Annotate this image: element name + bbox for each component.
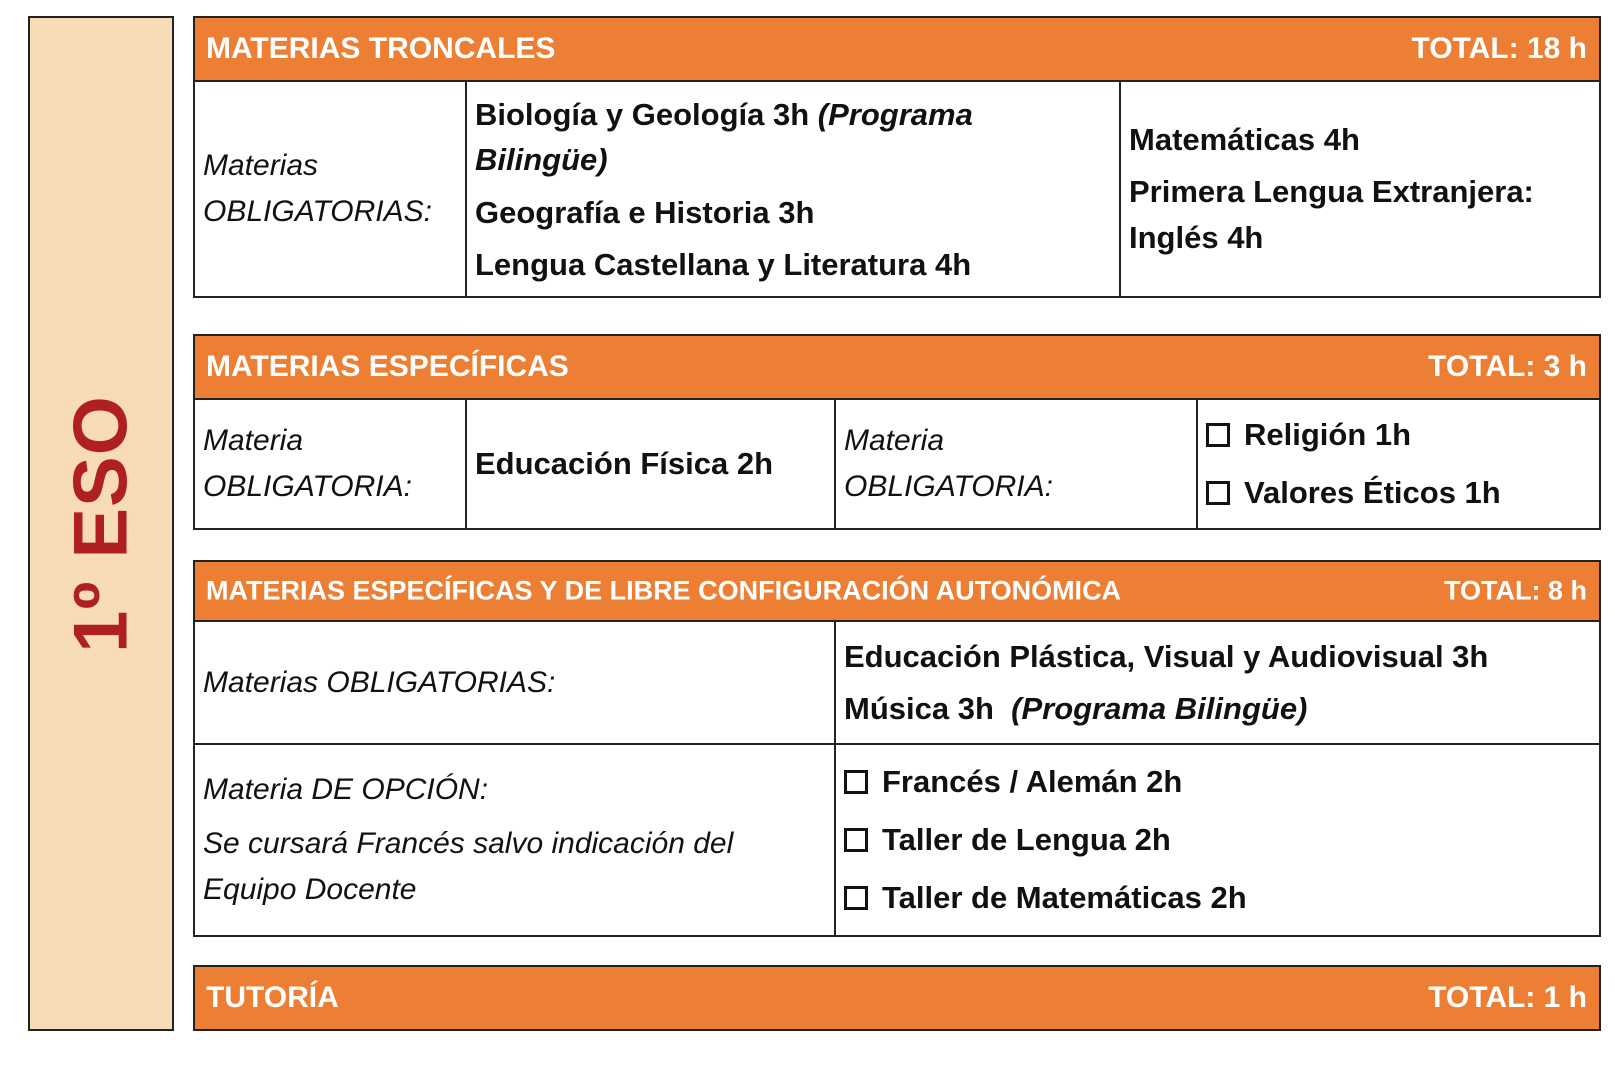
subject-geografia: Geografía e Historia 3h — [475, 195, 815, 230]
especificas-label2-line1: Materia — [844, 424, 945, 457]
checkbox-icon[interactable] — [1206, 481, 1230, 505]
libre-opcion-options — [834, 745, 1599, 935]
section-tutoria — [193, 965, 1601, 1031]
checkbox-icon[interactable] — [844, 886, 868, 910]
especificas-label-cell-2 — [834, 400, 1196, 528]
option-taller-lengua[interactable] — [844, 811, 1591, 869]
especificas-header — [193, 334, 1601, 400]
especificas-label1-line1: Materia — [203, 424, 304, 457]
course-label: 1º ESO — [58, 394, 144, 653]
bilingual-note: (Programa Bilingüe) — [1011, 690, 1308, 726]
troncales-header — [193, 16, 1601, 82]
option-religion-label: Religión 1h — [1244, 417, 1412, 452]
libre-row-obligatorias — [193, 622, 1601, 745]
subject-matematicas: Matemáticas 4h — [1129, 122, 1360, 157]
libre-oblig-label: Materias OBLIGATORIAS: — [203, 665, 556, 699]
troncales-label-line1: Materias — [203, 149, 319, 182]
especificas-row — [193, 400, 1601, 530]
option-taller-matematicas[interactable] — [844, 869, 1591, 927]
libre-opcion-label-cell — [195, 745, 834, 935]
option-frances-label: Francés / Alemán 2h — [882, 764, 1183, 799]
subject-musica: Música 3h (Programa Bilingüe) — [844, 690, 1308, 726]
checkbox-icon[interactable] — [1206, 423, 1230, 447]
especificas-label1-line2: OBLIGATORIA: — [203, 470, 412, 503]
tutoria-header — [193, 965, 1601, 1031]
troncales-col1 — [465, 82, 1119, 296]
option-frances-aleman[interactable] — [844, 753, 1591, 811]
especificas-options-cell — [1196, 400, 1599, 528]
especificas-label2-line2: OBLIGATORIA: — [844, 470, 1053, 503]
tutoria-title: TUTORÍA — [206, 981, 339, 1014]
option-valores-eticos[interactable] — [1206, 464, 1591, 522]
section-libre-configuracion — [193, 560, 1601, 937]
libre-opcion-note: Se cursará Francés salvo indicación del Equipo Docente — [203, 827, 734, 906]
libre-opcion-label: Materia DE OPCIÓN: — [203, 773, 489, 806]
especificas-ef-cell — [465, 400, 834, 528]
troncales-row — [193, 82, 1601, 298]
checkbox-icon[interactable] — [844, 828, 868, 852]
course-side-panel — [28, 16, 174, 1031]
libre-oblig-label-cell — [195, 622, 834, 743]
troncales-col2 — [1119, 82, 1599, 296]
bilingual-note: (Programa Bilingüe) — [475, 97, 973, 177]
option-taller-lengua-label: Taller de Lengua 2h — [882, 822, 1171, 857]
option-valores-label: Valores Éticos 1h — [1244, 475, 1501, 510]
troncales-label-line2: OBLIGATORIAS: — [203, 195, 432, 228]
especificas-total: TOTAL: 3 h — [1428, 350, 1587, 383]
troncales-label-cell — [195, 82, 465, 296]
libre-row-opcion — [193, 745, 1601, 937]
subject-lengua: Lengua Castellana y Literatura 4h — [475, 247, 972, 282]
libre-oblig-subjects — [834, 622, 1599, 743]
especificas-title: MATERIAS ESPECÍFICAS — [206, 350, 569, 383]
subject-ingles: Primera Lengua Extranjera: Inglés 4h — [1129, 174, 1534, 255]
tutoria-total: TOTAL: 1 h — [1428, 981, 1587, 1014]
checkbox-icon[interactable] — [844, 770, 868, 794]
especificas-label-cell-1 — [195, 400, 465, 528]
subject-educacion-fisica: Educación Física 2h — [475, 446, 774, 481]
option-taller-matematicas-label: Taller de Matemáticas 2h — [882, 880, 1247, 915]
subject-biologia: Biología y Geología 3h (Programa Bilingüe) — [475, 97, 973, 177]
troncales-total: TOTAL: 18 h — [1411, 32, 1587, 65]
troncales-title: MATERIAS TRONCALES — [206, 32, 556, 65]
section-troncales — [193, 16, 1601, 298]
section-especificas — [193, 334, 1601, 530]
subject-plastica: Educación Plástica, Visual y Audiovisual 3h — [844, 638, 1489, 674]
libre-title: MATERIAS ESPECÍFICAS Y DE LIBRE CONFIGURACIÓN AUTONÓMICA — [206, 575, 1122, 606]
option-religion[interactable] — [1206, 406, 1591, 464]
libre-header — [193, 560, 1601, 622]
libre-total: TOTAL: 8 h — [1444, 575, 1587, 606]
